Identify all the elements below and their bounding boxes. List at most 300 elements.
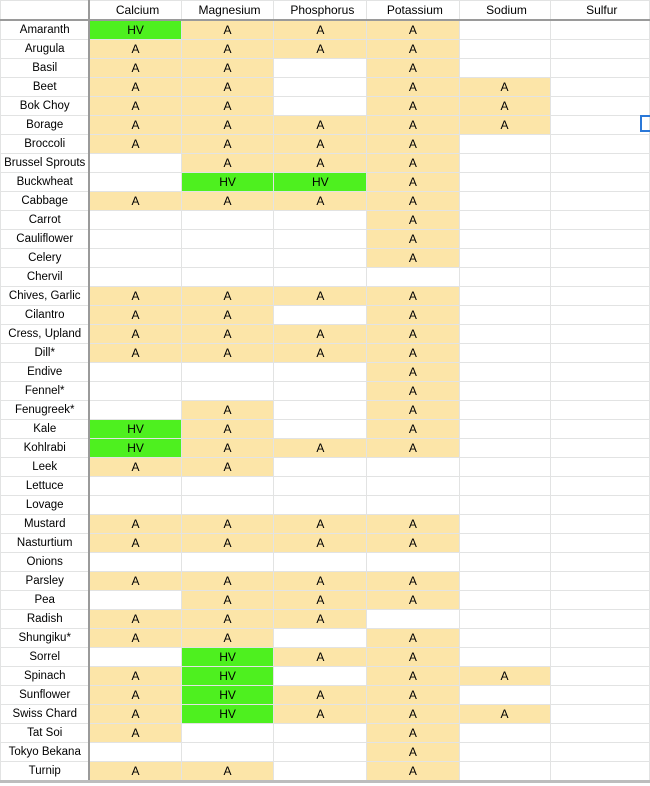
table-cell[interactable] <box>274 249 367 268</box>
table-cell[interactable] <box>181 477 274 496</box>
table-cell[interactable]: HV <box>181 648 274 667</box>
table-cell[interactable] <box>367 268 459 287</box>
table-cell[interactable]: A <box>367 344 459 363</box>
table-cell[interactable]: A <box>181 97 274 116</box>
table-cell[interactable]: A <box>89 705 181 724</box>
row-label[interactable]: Sunflower <box>1 686 90 705</box>
table-cell[interactable] <box>274 78 367 97</box>
table-cell[interactable] <box>459 591 550 610</box>
table-cell[interactable] <box>550 496 649 515</box>
table-cell[interactable]: A <box>181 192 274 211</box>
row-label[interactable]: Sorrel <box>1 648 90 667</box>
row-label[interactable]: Cress, Upland <box>1 325 90 344</box>
row-label[interactable]: Chives, Garlic <box>1 287 90 306</box>
table-row <box>1 629 650 648</box>
table-cell[interactable] <box>274 306 367 325</box>
table-cell[interactable] <box>459 268 550 287</box>
table-cell[interactable] <box>459 572 550 591</box>
column-header-sodium[interactable]: Sodium <box>459 1 550 21</box>
table-cell[interactable] <box>550 363 649 382</box>
row-label[interactable]: Radish <box>1 610 90 629</box>
table-cell[interactable] <box>550 78 649 97</box>
row-label[interactable]: Endive <box>1 363 90 382</box>
row-label[interactable]: Arugula <box>1 40 90 59</box>
table-cell[interactable]: A <box>89 40 181 59</box>
table-cell[interactable] <box>459 230 550 249</box>
table-cell[interactable]: A <box>367 230 459 249</box>
table-cell[interactable]: A <box>181 458 274 477</box>
table-cell[interactable]: A <box>274 705 367 724</box>
table-cell[interactable] <box>89 496 181 515</box>
table-cell[interactable]: A <box>181 515 274 534</box>
table-cell[interactable] <box>89 382 181 401</box>
table-cell[interactable] <box>459 439 550 458</box>
table-cell[interactable]: A <box>181 287 274 306</box>
table-cell[interactable]: A <box>274 135 367 154</box>
table-cell[interactable]: A <box>89 116 181 135</box>
table-cell[interactable]: HV <box>181 667 274 686</box>
table-cell[interactable] <box>550 401 649 420</box>
table-cell[interactable] <box>550 553 649 572</box>
table-cell[interactable]: A <box>367 401 459 420</box>
table-cell[interactable] <box>459 553 550 572</box>
row-label[interactable]: Leek <box>1 458 90 477</box>
table-cell[interactable] <box>459 325 550 344</box>
table-cell[interactable] <box>274 477 367 496</box>
table-cell[interactable]: A <box>181 344 274 363</box>
table-cell[interactable]: A <box>89 762 181 781</box>
table-cell[interactable] <box>89 553 181 572</box>
table-cell[interactable]: A <box>89 78 181 97</box>
table-cell[interactable]: A <box>367 173 459 192</box>
table-cell[interactable]: HV <box>89 20 181 40</box>
table-cell[interactable]: HV <box>181 686 274 705</box>
row-label[interactable]: Carrot <box>1 211 90 230</box>
table-cell[interactable] <box>459 211 550 230</box>
table-cell[interactable] <box>89 363 181 382</box>
table-cell[interactable]: A <box>89 135 181 154</box>
table-cell[interactable]: A <box>274 648 367 667</box>
table-cell[interactable]: A <box>89 515 181 534</box>
column-header-magnesium[interactable]: Magnesium <box>181 1 274 21</box>
row-label[interactable]: Kohlrabi <box>1 439 90 458</box>
corner-cell[interactable] <box>1 1 90 21</box>
table-cell[interactable]: A <box>181 420 274 439</box>
table-cell[interactable]: A <box>367 154 459 173</box>
row-label[interactable]: Parsley <box>1 572 90 591</box>
table-cell[interactable]: A <box>181 401 274 420</box>
table-cell[interactable] <box>459 59 550 78</box>
row-label[interactable]: Brussel Sprouts <box>1 154 90 173</box>
table-cell[interactable]: A <box>89 59 181 78</box>
table-cell[interactable]: A <box>274 20 367 40</box>
table-cell[interactable] <box>550 287 649 306</box>
row-label[interactable]: Amaranth <box>1 20 90 40</box>
table-cell[interactable]: A <box>274 591 367 610</box>
table-cell[interactable]: A <box>274 534 367 553</box>
table-cell[interactable]: A <box>181 629 274 648</box>
table-cell[interactable]: A <box>367 705 459 724</box>
table-cell[interactable]: A <box>367 534 459 553</box>
table-cell[interactable] <box>181 553 274 572</box>
table-cell[interactable] <box>550 97 649 116</box>
table-row <box>1 306 650 325</box>
row-label[interactable]: Broccoli <box>1 135 90 154</box>
table-cell[interactable] <box>459 610 550 629</box>
table-cell[interactable] <box>550 591 649 610</box>
row-label[interactable]: Beet <box>1 78 90 97</box>
table-cell[interactable] <box>181 743 274 762</box>
row-label[interactable]: Tokyo Bekana <box>1 743 90 762</box>
row-label[interactable]: Cauliflower <box>1 230 90 249</box>
table-cell[interactable]: A <box>181 306 274 325</box>
table-cell[interactable] <box>274 97 367 116</box>
row-label[interactable]: Swiss Chard <box>1 705 90 724</box>
table-cell[interactable] <box>367 553 459 572</box>
row-label[interactable]: Dill* <box>1 344 90 363</box>
row-label[interactable]: Borage <box>1 116 90 135</box>
row-label[interactable]: Celery <box>1 249 90 268</box>
table-cell[interactable] <box>459 401 550 420</box>
row-label[interactable]: Buckwheat <box>1 173 90 192</box>
table-cell[interactable] <box>89 477 181 496</box>
table-cell[interactable] <box>459 534 550 553</box>
table-cell[interactable]: A <box>274 192 367 211</box>
table-cell[interactable]: A <box>367 515 459 534</box>
table-cell[interactable]: A <box>274 116 367 135</box>
table-cell[interactable] <box>550 344 649 363</box>
table-row <box>1 686 650 705</box>
table-cell[interactable] <box>550 116 649 135</box>
table-cell[interactable]: A <box>274 287 367 306</box>
table-cell[interactable]: A <box>181 591 274 610</box>
table-row <box>1 534 650 553</box>
table-cell[interactable]: A <box>89 572 181 591</box>
table-cell[interactable]: A <box>89 534 181 553</box>
table-cell[interactable]: A <box>367 325 459 344</box>
table-cell[interactable]: A <box>367 629 459 648</box>
table-cell[interactable]: A <box>181 439 274 458</box>
table-cell[interactable] <box>459 496 550 515</box>
row-label[interactable]: Onions <box>1 553 90 572</box>
table-cell[interactable]: A <box>367 40 459 59</box>
table-cell[interactable]: A <box>89 287 181 306</box>
table-cell[interactable] <box>181 268 274 287</box>
table-cell[interactable] <box>550 135 649 154</box>
table-cell[interactable]: HV <box>181 173 274 192</box>
table-cell[interactable]: A <box>367 78 459 97</box>
table-cell[interactable]: A <box>367 59 459 78</box>
table-cell[interactable]: A <box>89 458 181 477</box>
table-cell[interactable] <box>550 249 649 268</box>
row-label[interactable]: Bok Choy <box>1 97 90 116</box>
row-label[interactable]: Basil <box>1 59 90 78</box>
table-cell[interactable] <box>459 515 550 534</box>
table-cell[interactable]: A <box>367 743 459 762</box>
table-cell[interactable]: A <box>459 78 550 97</box>
table-cell[interactable]: A <box>367 116 459 135</box>
row-label[interactable]: Nasturtium <box>1 534 90 553</box>
table-cell[interactable] <box>274 420 367 439</box>
row-label[interactable]: Fenugreek* <box>1 401 90 420</box>
row-label[interactable]: Turnip <box>1 762 90 781</box>
row-label[interactable]: Shungiku* <box>1 629 90 648</box>
table-cell[interactable] <box>274 629 367 648</box>
table-cell[interactable] <box>89 211 181 230</box>
table-cell[interactable]: A <box>274 154 367 173</box>
table-cell[interactable]: A <box>181 762 274 781</box>
table-cell[interactable] <box>459 249 550 268</box>
table-cell[interactable]: A <box>367 686 459 705</box>
table-cell[interactable] <box>274 496 367 515</box>
table-cell[interactable] <box>459 458 550 477</box>
table-cell[interactable] <box>181 211 274 230</box>
table-cell[interactable] <box>89 249 181 268</box>
table-cell[interactable]: A <box>459 705 550 724</box>
table-cell[interactable] <box>274 211 367 230</box>
table-cell[interactable] <box>459 154 550 173</box>
table-cell[interactable] <box>459 477 550 496</box>
row-label[interactable]: Spinach <box>1 667 90 686</box>
table-cell[interactable]: A <box>367 192 459 211</box>
table-cell[interactable]: A <box>367 648 459 667</box>
table-cell[interactable] <box>181 724 274 743</box>
table-cell[interactable] <box>274 743 367 762</box>
table-row <box>1 230 650 249</box>
table-cell[interactable] <box>459 762 550 781</box>
table-cell[interactable] <box>550 515 649 534</box>
table-cell[interactable] <box>550 20 649 40</box>
row-label[interactable]: Cabbage <box>1 192 90 211</box>
table-cell[interactable] <box>367 496 459 515</box>
table-cell[interactable]: A <box>181 59 274 78</box>
table-cell[interactable] <box>550 477 649 496</box>
row-label[interactable]: Fennel* <box>1 382 90 401</box>
table-cell[interactable]: A <box>274 686 367 705</box>
table-cell[interactable]: A <box>181 572 274 591</box>
table-cell[interactable]: A <box>367 439 459 458</box>
table-cell[interactable] <box>550 230 649 249</box>
table-cell[interactable] <box>459 344 550 363</box>
table-cell[interactable] <box>550 458 649 477</box>
row-label[interactable]: Tat Soi <box>1 724 90 743</box>
table-row <box>1 287 650 306</box>
table-cell[interactable] <box>459 648 550 667</box>
row-label[interactable]: Lettuce <box>1 477 90 496</box>
table-cell[interactable] <box>550 743 649 762</box>
table-cell[interactable] <box>274 667 367 686</box>
table-cell[interactable]: A <box>89 686 181 705</box>
table-cell[interactable]: A <box>274 572 367 591</box>
table-cell[interactable]: A <box>459 667 550 686</box>
table-cell[interactable] <box>550 192 649 211</box>
table-cell[interactable] <box>459 363 550 382</box>
table-cell[interactable]: A <box>274 610 367 629</box>
table-cell[interactable] <box>550 648 649 667</box>
table-cell[interactable] <box>89 154 181 173</box>
table-cell[interactable]: A <box>89 97 181 116</box>
table-cell[interactable]: A <box>89 629 181 648</box>
table-cell[interactable] <box>550 59 649 78</box>
table-cell[interactable] <box>550 724 649 743</box>
table-cell[interactable] <box>550 534 649 553</box>
table-cell[interactable] <box>89 648 181 667</box>
table-cell[interactable]: A <box>181 325 274 344</box>
table-cell[interactable] <box>459 192 550 211</box>
table-cell[interactable]: HV <box>274 173 367 192</box>
table-cell[interactable] <box>550 629 649 648</box>
table-cell[interactable] <box>550 173 649 192</box>
table-cell[interactable] <box>274 268 367 287</box>
table-cell[interactable] <box>550 686 649 705</box>
table-cell[interactable] <box>550 420 649 439</box>
table-cell[interactable] <box>550 439 649 458</box>
table-cell[interactable] <box>274 401 367 420</box>
table-cell[interactable] <box>550 572 649 591</box>
table-cell[interactable]: A <box>89 306 181 325</box>
column-header-phosphorus[interactable]: Phosphorus <box>274 1 367 21</box>
row-label[interactable]: Mustard <box>1 515 90 534</box>
table-row <box>1 173 650 192</box>
table-cell[interactable] <box>550 40 649 59</box>
table-cell[interactable] <box>550 211 649 230</box>
table-cell[interactable]: A <box>181 20 274 40</box>
table-cell[interactable]: A <box>181 154 274 173</box>
table-cell[interactable] <box>550 154 649 173</box>
table-cell[interactable]: A <box>274 40 367 59</box>
table-cell[interactable]: A <box>181 78 274 97</box>
table-cell[interactable]: A <box>181 534 274 553</box>
table-cell[interactable] <box>459 287 550 306</box>
row-label[interactable]: Cilantro <box>1 306 90 325</box>
table-cell[interactable] <box>274 363 367 382</box>
table-cell[interactable] <box>367 610 459 629</box>
table-row <box>1 591 650 610</box>
table-cell[interactable]: A <box>367 572 459 591</box>
table-cell[interactable] <box>367 458 459 477</box>
table-cell[interactable]: A <box>89 344 181 363</box>
table-cell[interactable]: A <box>89 192 181 211</box>
table-cell[interactable]: A <box>181 40 274 59</box>
table-cell[interactable]: A <box>367 382 459 401</box>
table-cell[interactable]: HV <box>181 705 274 724</box>
table-cell[interactable]: A <box>459 97 550 116</box>
table-cell[interactable]: A <box>181 116 274 135</box>
table-cell[interactable]: A <box>367 306 459 325</box>
table-cell[interactable]: A <box>367 363 459 382</box>
table-cell[interactable]: A <box>367 287 459 306</box>
table-cell[interactable] <box>89 230 181 249</box>
table-cell[interactable] <box>274 59 367 78</box>
table-cell[interactable] <box>550 705 649 724</box>
column-header-potassium[interactable]: Potassium <box>367 1 459 21</box>
row-label[interactable]: Kale <box>1 420 90 439</box>
table-cell[interactable] <box>459 20 550 40</box>
table-cell[interactable]: A <box>367 135 459 154</box>
table-cell[interactable] <box>550 610 649 629</box>
table-row <box>1 192 650 211</box>
table-cell[interactable]: A <box>367 724 459 743</box>
table-row <box>1 515 650 534</box>
table-cell[interactable]: A <box>367 20 459 40</box>
table-cell[interactable]: A <box>367 591 459 610</box>
column-header-calcium[interactable]: Calcium <box>89 1 181 21</box>
table-cell[interactable]: A <box>274 515 367 534</box>
table-cell[interactable] <box>274 230 367 249</box>
table-cell[interactable] <box>274 382 367 401</box>
table-cell[interactable] <box>274 724 367 743</box>
table-cell[interactable]: A <box>459 116 550 135</box>
table-cell[interactable]: A <box>367 420 459 439</box>
table-cell[interactable]: HV <box>89 439 181 458</box>
column-header-sulfur[interactable]: Sulfur <box>550 1 649 21</box>
table-cell[interactable] <box>181 249 274 268</box>
row-label[interactable]: Lovage <box>1 496 90 515</box>
table-cell[interactable] <box>550 382 649 401</box>
table-cell[interactable]: A <box>367 762 459 781</box>
table-cell[interactable]: A <box>367 211 459 230</box>
table-cell[interactable] <box>459 629 550 648</box>
table-cell[interactable] <box>459 743 550 762</box>
table-cell[interactable]: A <box>89 667 181 686</box>
table-cell[interactable] <box>274 553 367 572</box>
table-cell[interactable] <box>459 40 550 59</box>
table-cell[interactable] <box>550 667 649 686</box>
table-cell[interactable]: A <box>367 97 459 116</box>
table-cell[interactable] <box>181 363 274 382</box>
table-cell[interactable] <box>181 382 274 401</box>
table-cell[interactable]: A <box>89 610 181 629</box>
table-cell[interactable] <box>181 496 274 515</box>
table-cell[interactable] <box>89 401 181 420</box>
table-row <box>1 20 650 40</box>
table-cell[interactable] <box>89 173 181 192</box>
table-cell[interactable]: A <box>181 610 274 629</box>
table-row <box>1 249 650 268</box>
table-cell[interactable] <box>459 724 550 743</box>
table-cell[interactable]: A <box>367 667 459 686</box>
table-cell[interactable] <box>89 591 181 610</box>
table-cell[interactable] <box>274 458 367 477</box>
table-cell[interactable]: A <box>367 249 459 268</box>
table-row <box>1 458 650 477</box>
table-cell[interactable] <box>459 306 550 325</box>
table-cell[interactable] <box>459 382 550 401</box>
row-label[interactable]: Pea <box>1 591 90 610</box>
table-cell[interactable] <box>89 268 181 287</box>
table-cell[interactable] <box>459 173 550 192</box>
table-cell[interactable]: HV <box>89 420 181 439</box>
table-cell[interactable]: A <box>274 325 367 344</box>
table-cell[interactable] <box>550 325 649 344</box>
table-cell[interactable] <box>181 230 274 249</box>
table-cell[interactable]: A <box>274 439 367 458</box>
table-cell[interactable]: A <box>181 135 274 154</box>
row-label[interactable]: Chervil <box>1 268 90 287</box>
table-cell[interactable] <box>89 743 181 762</box>
table-cell[interactable] <box>459 686 550 705</box>
table-cell[interactable] <box>459 135 550 154</box>
table-cell[interactable] <box>550 268 649 287</box>
table-cell[interactable] <box>550 306 649 325</box>
table-cell[interactable] <box>367 477 459 496</box>
table-cell[interactable]: A <box>274 344 367 363</box>
table-cell[interactable] <box>459 420 550 439</box>
table-cell[interactable] <box>274 762 367 781</box>
table-cell[interactable]: A <box>89 724 181 743</box>
table-cell[interactable] <box>550 762 649 781</box>
table-cell[interactable]: A <box>89 325 181 344</box>
